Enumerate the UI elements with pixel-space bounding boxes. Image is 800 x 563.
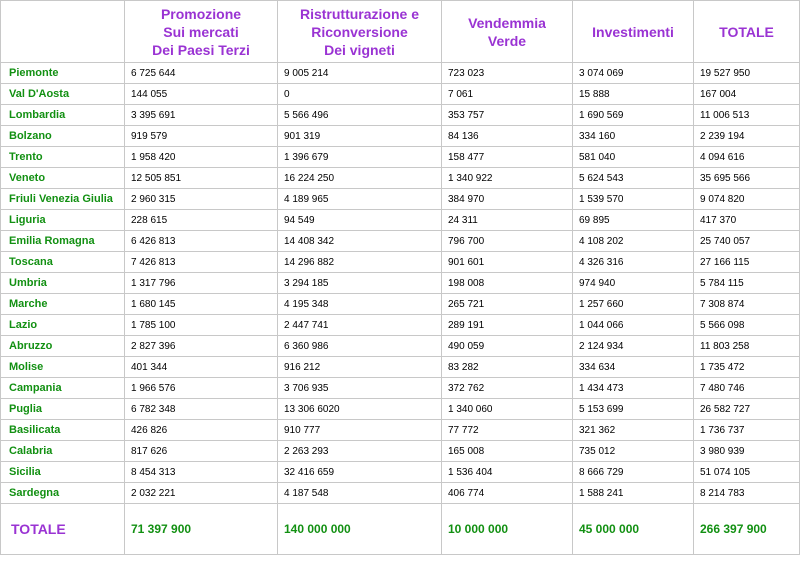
cell-investimenti: 2 124 934 <box>573 336 694 357</box>
table-row <box>1 147 800 168</box>
region-name: Sicilia <box>1 462 125 483</box>
cell-totale: 4 094 616 <box>694 147 800 168</box>
region-name: Emilia Romagna <box>1 231 125 252</box>
cell-vendemmia: 83 282 <box>442 357 573 378</box>
cell-ristrutturazione: 32 416 659 <box>278 462 442 483</box>
header-line: Dei vigneti <box>324 41 395 58</box>
cell-investimenti: 1 434 473 <box>573 378 694 399</box>
cell-promozione: 3 395 691 <box>125 105 278 126</box>
cell-totale: 5 566 098 <box>694 315 800 336</box>
region-name: Molise <box>1 357 125 378</box>
cell-vendemmia: 384 970 <box>442 189 573 210</box>
cell-investimenti: 974 940 <box>573 273 694 294</box>
cell-promozione: 8 454 313 <box>125 462 278 483</box>
cell-ristrutturazione: 16 224 250 <box>278 168 442 189</box>
region-name: Campania <box>1 378 125 399</box>
cell-totale: 3 980 939 <box>694 441 800 462</box>
cell-vendemmia: 796 700 <box>442 231 573 252</box>
table-row <box>1 357 800 378</box>
total-row <box>1 504 800 555</box>
cell-investimenti: 735 012 <box>573 441 694 462</box>
table-row <box>1 168 800 189</box>
cell-investimenti: 334 634 <box>573 357 694 378</box>
cell-totale: 19 527 950 <box>694 63 800 84</box>
table-row <box>1 126 800 147</box>
cell-promozione: 6 725 644 <box>125 63 278 84</box>
cell-investimenti: 69 895 <box>573 210 694 231</box>
table-row <box>1 63 800 84</box>
cell-ristrutturazione: 1 396 679 <box>278 147 442 168</box>
cell-totale: 1 736 737 <box>694 420 800 441</box>
region-name: Sardegna <box>1 483 125 504</box>
cell-promozione: 12 505 851 <box>125 168 278 189</box>
cell-totale: 7 480 746 <box>694 378 800 399</box>
cell-ristrutturazione: 14 296 882 <box>278 252 442 273</box>
region-name: Puglia <box>1 399 125 420</box>
cell-vendemmia: 158 477 <box>442 147 573 168</box>
header-line: Investimenti <box>592 23 674 40</box>
cell-ristrutturazione: 901 319 <box>278 126 442 147</box>
cell-promozione: 6 426 813 <box>125 231 278 252</box>
cell-promozione: 1 317 796 <box>125 273 278 294</box>
header-blank <box>1 1 125 63</box>
total-totale: 266 397 900 <box>694 504 800 555</box>
cell-promozione: 1 680 145 <box>125 294 278 315</box>
cell-promozione: 426 826 <box>125 420 278 441</box>
cell-investimenti: 3 074 069 <box>573 63 694 84</box>
cell-ristrutturazione: 13 306 6020 <box>278 399 442 420</box>
cell-ristrutturazione: 4 195 348 <box>278 294 442 315</box>
header-line: TOTALE <box>719 23 774 40</box>
cell-investimenti: 4 326 316 <box>573 252 694 273</box>
cell-vendemmia: 165 008 <box>442 441 573 462</box>
cell-investimenti: 1 257 660 <box>573 294 694 315</box>
cell-investimenti: 8 666 729 <box>573 462 694 483</box>
cell-ristrutturazione: 2 447 741 <box>278 315 442 336</box>
header-totale <box>694 1 800 63</box>
cell-promozione: 144 055 <box>125 84 278 105</box>
cell-vendemmia: 265 721 <box>442 294 573 315</box>
cell-investimenti: 1 044 066 <box>573 315 694 336</box>
cell-investimenti: 581 040 <box>573 147 694 168</box>
table-row <box>1 105 800 126</box>
table-row <box>1 210 800 231</box>
total-label: TOTALE <box>1 504 125 555</box>
region-name: Umbria <box>1 273 125 294</box>
cell-vendemmia: 901 601 <box>442 252 573 273</box>
total-vendemmia: 10 000 000 <box>442 504 573 555</box>
header-line: Promozione <box>160 5 242 22</box>
header-vendemmia <box>442 1 573 63</box>
table-row <box>1 315 800 336</box>
header-promozione <box>125 1 278 63</box>
table-row <box>1 336 800 357</box>
header-line: Vendemmia <box>468 14 546 31</box>
cell-vendemmia: 1 340 922 <box>442 168 573 189</box>
cell-promozione: 2 827 396 <box>125 336 278 357</box>
cell-ristrutturazione: 2 263 293 <box>278 441 442 462</box>
table-row <box>1 378 800 399</box>
table-row <box>1 399 800 420</box>
cell-promozione: 919 579 <box>125 126 278 147</box>
total-investimenti: 45 000 000 <box>573 504 694 555</box>
cell-totale: 9 074 820 <box>694 189 800 210</box>
table-row <box>1 483 800 504</box>
cell-ristrutturazione: 910 777 <box>278 420 442 441</box>
cell-investimenti: 4 108 202 <box>573 231 694 252</box>
cell-vendemmia: 7 061 <box>442 84 573 105</box>
table-row <box>1 231 800 252</box>
cell-ristrutturazione: 9 005 214 <box>278 63 442 84</box>
region-name: Trento <box>1 147 125 168</box>
cell-ristrutturazione: 4 189 965 <box>278 189 442 210</box>
cell-vendemmia: 289 191 <box>442 315 573 336</box>
cell-promozione: 817 626 <box>125 441 278 462</box>
cell-vendemmia: 372 762 <box>442 378 573 399</box>
cell-vendemmia: 1 536 404 <box>442 462 573 483</box>
region-name: Piemonte <box>1 63 125 84</box>
cell-promozione: 1 966 576 <box>125 378 278 399</box>
region-name: Friuli Venezia Giulia <box>1 189 125 210</box>
cell-ristrutturazione: 4 187 548 <box>278 483 442 504</box>
cell-vendemmia: 490 059 <box>442 336 573 357</box>
cell-promozione: 7 426 813 <box>125 252 278 273</box>
region-name: Bolzano <box>1 126 125 147</box>
cell-totale: 167 004 <box>694 84 800 105</box>
cell-promozione: 2 960 315 <box>125 189 278 210</box>
cell-promozione: 6 782 348 <box>125 399 278 420</box>
region-name: Toscana <box>1 252 125 273</box>
cell-totale: 5 784 115 <box>694 273 800 294</box>
cell-totale: 8 214 783 <box>694 483 800 504</box>
cell-promozione: 1 785 100 <box>125 315 278 336</box>
cell-vendemmia: 723 023 <box>442 63 573 84</box>
cell-ristrutturazione: 3 706 935 <box>278 378 442 399</box>
table-row <box>1 294 800 315</box>
table-row <box>1 420 800 441</box>
cell-ristrutturazione: 94 549 <box>278 210 442 231</box>
cell-promozione: 1 958 420 <box>125 147 278 168</box>
region-name: Calabria <box>1 441 125 462</box>
region-name: Basilicata <box>1 420 125 441</box>
cell-ristrutturazione: 3 294 185 <box>278 273 442 294</box>
cell-totale: 26 582 727 <box>694 399 800 420</box>
header-line: Dei Paesi Terzi <box>152 41 250 58</box>
region-name: Liguria <box>1 210 125 231</box>
cell-ristrutturazione: 5 566 496 <box>278 105 442 126</box>
cell-totale: 1 735 472 <box>694 357 800 378</box>
cell-vendemmia: 24 311 <box>442 210 573 231</box>
cell-ristrutturazione: 6 360 986 <box>278 336 442 357</box>
header-line: Riconversione <box>311 23 408 40</box>
header-line: Sui mercati <box>163 23 239 40</box>
cell-vendemmia: 406 774 <box>442 483 573 504</box>
cell-vendemmia: 198 008 <box>442 273 573 294</box>
table-row <box>1 189 800 210</box>
region-name: Lazio <box>1 315 125 336</box>
cell-vendemmia: 1 340 060 <box>442 399 573 420</box>
header-line: Verde <box>487 32 527 49</box>
cell-promozione: 401 344 <box>125 357 278 378</box>
cell-ristrutturazione: 0 <box>278 84 442 105</box>
cell-investimenti: 1 690 569 <box>573 105 694 126</box>
table-row <box>1 462 800 483</box>
cell-vendemmia: 353 757 <box>442 105 573 126</box>
cell-totale: 11 006 513 <box>694 105 800 126</box>
cell-totale: 51 074 105 <box>694 462 800 483</box>
cell-totale: 417 370 <box>694 210 800 231</box>
cell-totale: 35 695 566 <box>694 168 800 189</box>
table-row <box>1 252 800 273</box>
table-row <box>1 273 800 294</box>
cell-totale: 2 239 194 <box>694 126 800 147</box>
cell-vendemmia: 77 772 <box>442 420 573 441</box>
cell-investimenti: 1 539 570 <box>573 189 694 210</box>
cell-totale: 27 166 115 <box>694 252 800 273</box>
cell-investimenti: 321 362 <box>573 420 694 441</box>
cell-investimenti: 334 160 <box>573 126 694 147</box>
region-name: Marche <box>1 294 125 315</box>
cell-totale: 7 308 874 <box>694 294 800 315</box>
cell-promozione: 2 032 221 <box>125 483 278 504</box>
region-name: Lombardia <box>1 105 125 126</box>
total-promozione: 71 397 900 <box>125 504 278 555</box>
cell-ristrutturazione: 14 408 342 <box>278 231 442 252</box>
cell-investimenti: 1 588 241 <box>573 483 694 504</box>
cell-totale: 25 740 057 <box>694 231 800 252</box>
region-name: Veneto <box>1 168 125 189</box>
cell-promozione: 228 615 <box>125 210 278 231</box>
cell-vendemmia: 84 136 <box>442 126 573 147</box>
cell-ristrutturazione: 916 212 <box>278 357 442 378</box>
header-investimenti <box>573 1 694 63</box>
header-ristrutturazione <box>278 1 442 63</box>
cell-investimenti: 5 153 699 <box>573 399 694 420</box>
header-row <box>1 1 800 63</box>
table-row <box>1 84 800 105</box>
header-line: Ristrutturazione e <box>299 5 419 22</box>
total-ristrutturazione: 140 000 000 <box>278 504 442 555</box>
cell-investimenti: 5 624 543 <box>573 168 694 189</box>
cell-totale: 11 803 258 <box>694 336 800 357</box>
region-name: Val D'Aosta <box>1 84 125 105</box>
table-row <box>1 441 800 462</box>
cell-investimenti: 15 888 <box>573 84 694 105</box>
region-name: Abruzzo <box>1 336 125 357</box>
